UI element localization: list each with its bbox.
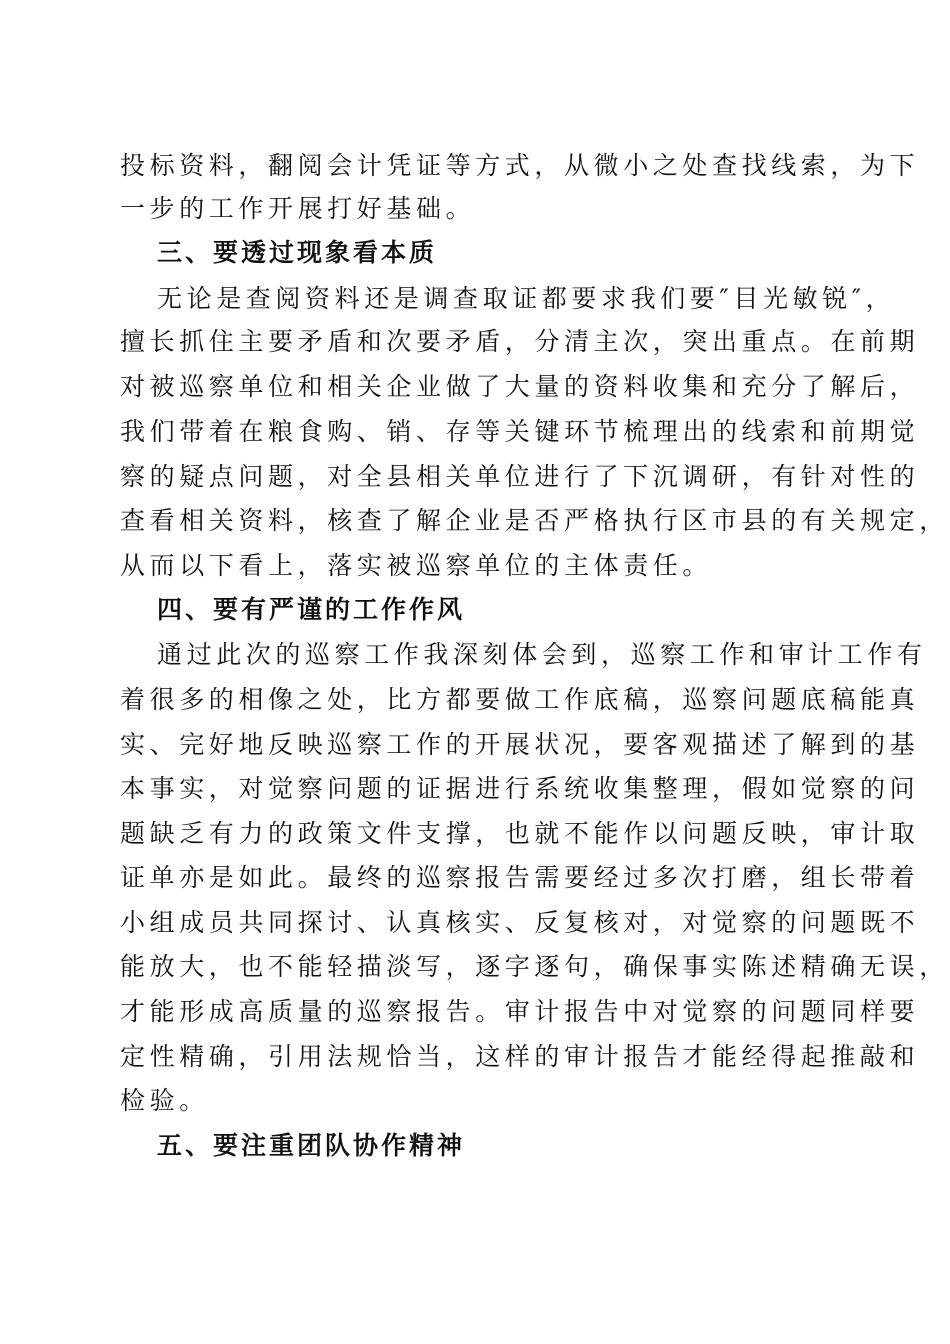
section-heading-5: 五、要注重团队协作精神: [157, 1131, 466, 1160]
paragraph-line: 才能形成高质量的巡察报告。审计报告中对觉察的问题同样要: [120, 997, 920, 1026]
paragraph-line: 着很多的相像之处，比方都要做工作底稿，巡察问题底稿能真: [120, 685, 920, 714]
paragraph-line: 查看相关资料，核查了解企业是否严格执行区市县的有关规定，: [120, 506, 949, 535]
paragraph-line: 我们带着在粮食购、销、存等关键环节梳理出的线索和前期觉: [120, 417, 920, 446]
paragraph-line: 题缺乏有力的政策文件支撑，也就不能作以问题反映，审计取: [120, 819, 920, 848]
paragraph-line: 对被巡察单位和相关企业做了大量的资料收集和充分了解后，: [120, 372, 920, 401]
paragraph-line: 通过此次的巡察工作我深刻体会到，巡察工作和审计工作有: [157, 640, 927, 669]
paragraph-line: 定性精确，引用法规恰当，这样的审计报告才能经得起推敲和: [120, 1042, 920, 1071]
paragraph-line: 察的疑点问题，对全县相关单位进行了下沉调研，有针对性的: [120, 462, 920, 491]
paragraph-line: 证单亦是如此。最终的巡察报告需要经过多次打磨，组长带着: [120, 863, 920, 892]
paragraph-line: 擅长抓住主要矛盾和次要矛盾，分清主次，突出重点。在前期: [120, 327, 920, 356]
paragraph-line: 能放大，也不能轻描淡写，逐字逐句，确保事实陈述精确无误，: [120, 952, 949, 981]
paragraph-line: 检验。: [120, 1086, 209, 1115]
paragraph-line: 无论是查阅资料还是调查取证都要求我们要″目光敏锐″，: [157, 284, 896, 313]
paragraph-line: 从而以下看上，落实被巡察单位的主体责任。: [120, 551, 713, 580]
paragraph-line: 一步的工作开展打好基础。: [120, 194, 476, 223]
paragraph-line: 投标资料，翻阅会计凭证等方式，从微小之处查找线索，为下: [120, 151, 920, 180]
paragraph-line: 实、完好地反映巡察工作的开展状况，要客观描述了解到的基: [120, 730, 920, 759]
paragraph-line: 小组成员共同探讨、认真核实、反复核对，对觉察的问题既不: [120, 908, 920, 937]
paragraph-line: 本事实，对觉察问题的证据进行系统收集整理，假如觉察的问: [120, 774, 920, 803]
section-heading-4: 四、要有严谨的工作作风: [157, 595, 466, 624]
section-heading-3: 三、要透过现象看本质: [157, 238, 438, 267]
